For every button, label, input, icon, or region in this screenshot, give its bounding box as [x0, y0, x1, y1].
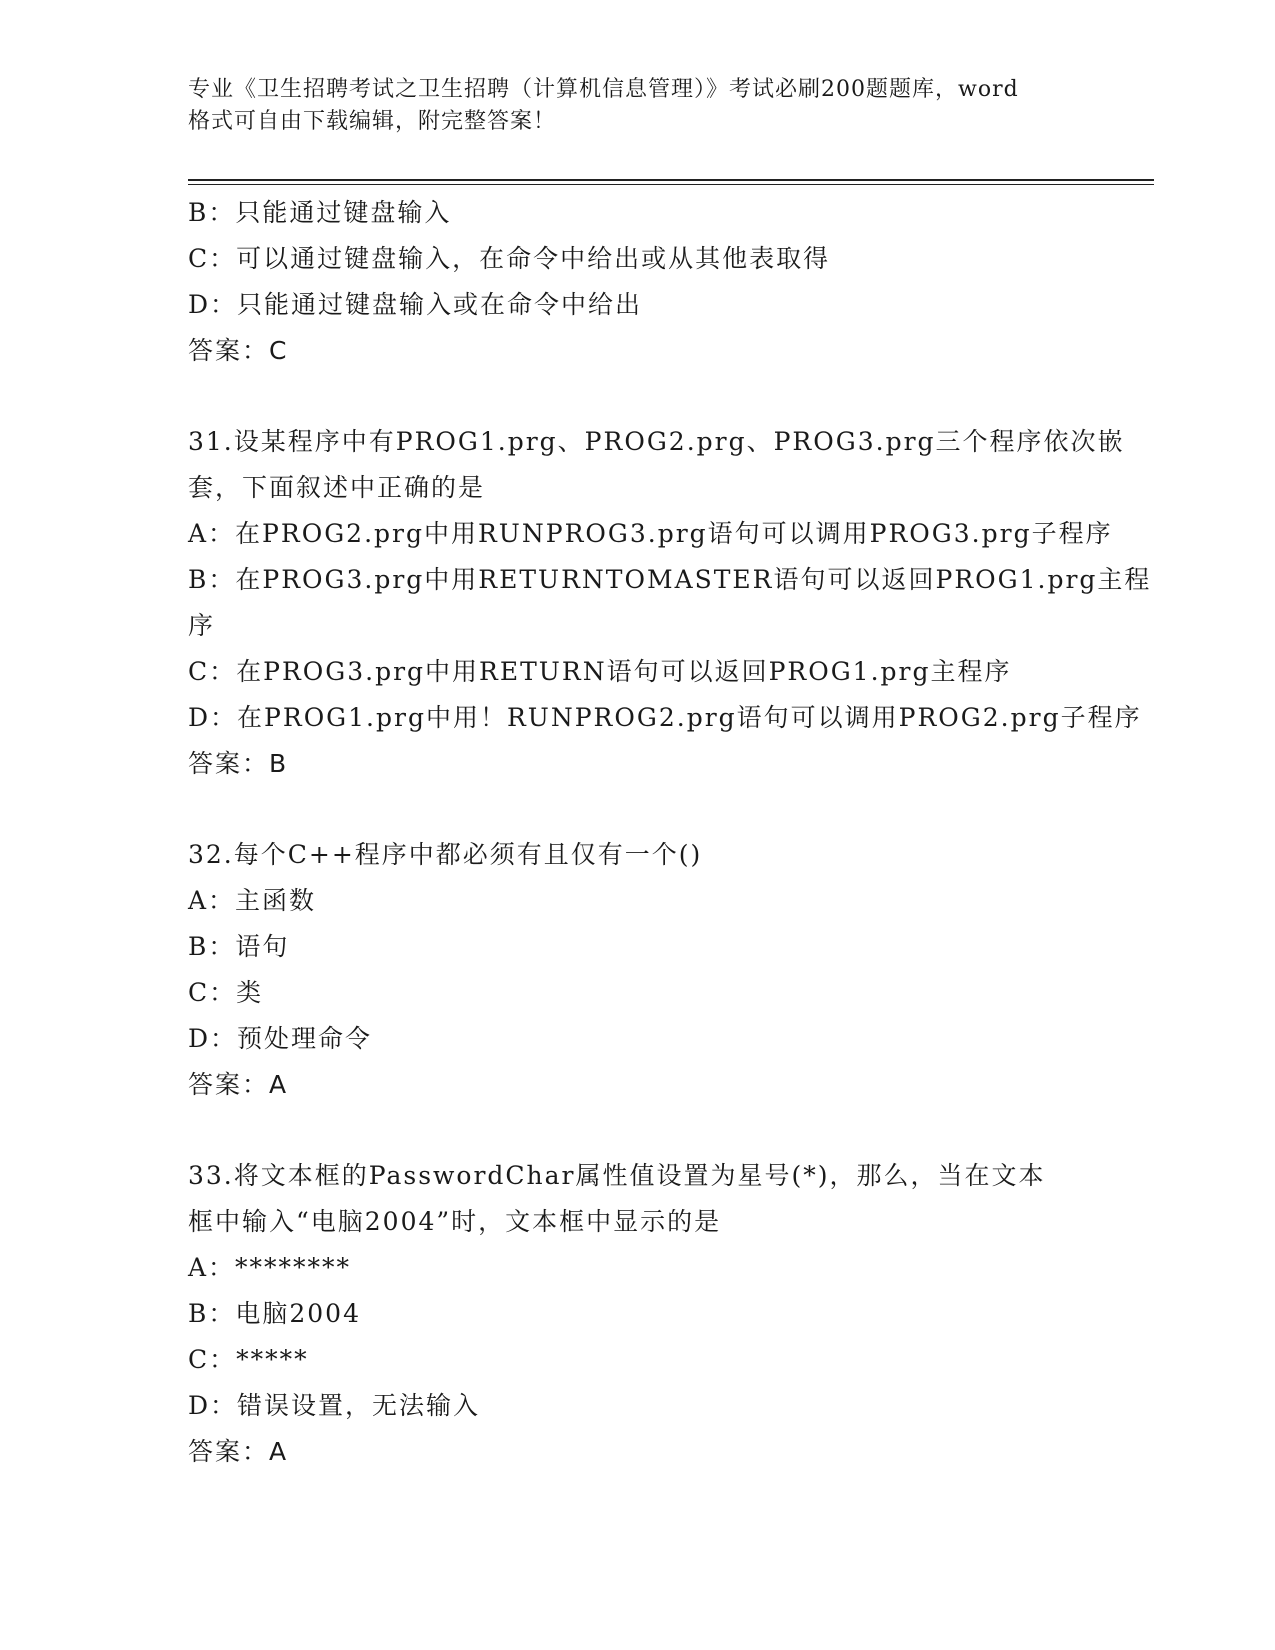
question-list	[188, 190, 1152, 1475]
option-b: B：在PROG3.prg中用RETURNTOMASTER语句可以返回PROG1.prg主程	[188, 565, 1152, 594]
question-spacer	[188, 1108, 1088, 1153]
answer-label: 答案：A	[188, 1437, 289, 1466]
option-c: C：类	[188, 978, 264, 1007]
option-b: B：语句	[188, 932, 290, 961]
header-divider-thick	[188, 179, 1154, 181]
option-c: C：在PROG3.prg中用RETURN语句可以返回PROG1.prg主程序	[188, 657, 1012, 686]
question-31	[188, 419, 1152, 787]
question-spacer	[188, 374, 1088, 419]
question-stem-line: 33.将文本框的PasswordChar属性值设置为星号(*)，那么，当在文本	[188, 1161, 1046, 1190]
option-c: C：可以通过键盘输入，在命令中给出或从其他表取得	[188, 244, 831, 273]
question-stem-line: 31.设某程序中有PROG1.prg、PROG2.prg、PROG3.prg三个程序依次嵌	[188, 427, 1125, 456]
option-d: D：只能通过键盘输入或在命令中给出	[188, 290, 643, 319]
option-d: D：在PROG1.prg中用！RUNPROG2.prg语句可以调用PROG2.prg子程序	[188, 703, 1142, 732]
option-a: A：********	[188, 1253, 352, 1282]
question-32	[188, 832, 1088, 1108]
header-title-line-2: 格式可自由下载编辑，附完整答案！	[188, 109, 557, 134]
answer-label: 答案：C	[188, 336, 289, 365]
option-b: B：只能通过键盘输入	[188, 198, 452, 227]
question-stem-line: 套，下面叙述中正确的是	[188, 473, 486, 502]
document-header	[188, 74, 1088, 138]
option-b: B：电脑2004	[188, 1299, 361, 1328]
question-33	[188, 1153, 1088, 1475]
question-stem-line: 框中输入“电脑2004”时，文本框中显示的是	[188, 1207, 722, 1236]
header-divider-thin	[188, 184, 1154, 185]
option-b-continuation: 序	[188, 611, 216, 640]
option-c: C：*****	[188, 1345, 309, 1374]
option-d: D：错误设置，无法输入	[188, 1391, 481, 1420]
option-d: D：预处理命令	[188, 1024, 373, 1053]
answer-label: 答案：A	[188, 1070, 289, 1099]
question-stem-line: 32.每个C++程序中都必须有且仅有一个()	[188, 840, 703, 869]
question-30	[188, 190, 1088, 374]
question-spacer	[188, 787, 1088, 832]
answer-label: 答案：B	[188, 749, 289, 778]
option-a: A：主函数	[188, 886, 317, 915]
header-title-line-1: 专业《卫生招聘考试之卫生招聘（计算机信息管理）》考试必刷200题题库，word	[188, 77, 1019, 102]
option-a: A：在PROG2.prg中用RUNPROG3.prg语句可以调用PROG3.prg子程序	[188, 519, 1113, 548]
